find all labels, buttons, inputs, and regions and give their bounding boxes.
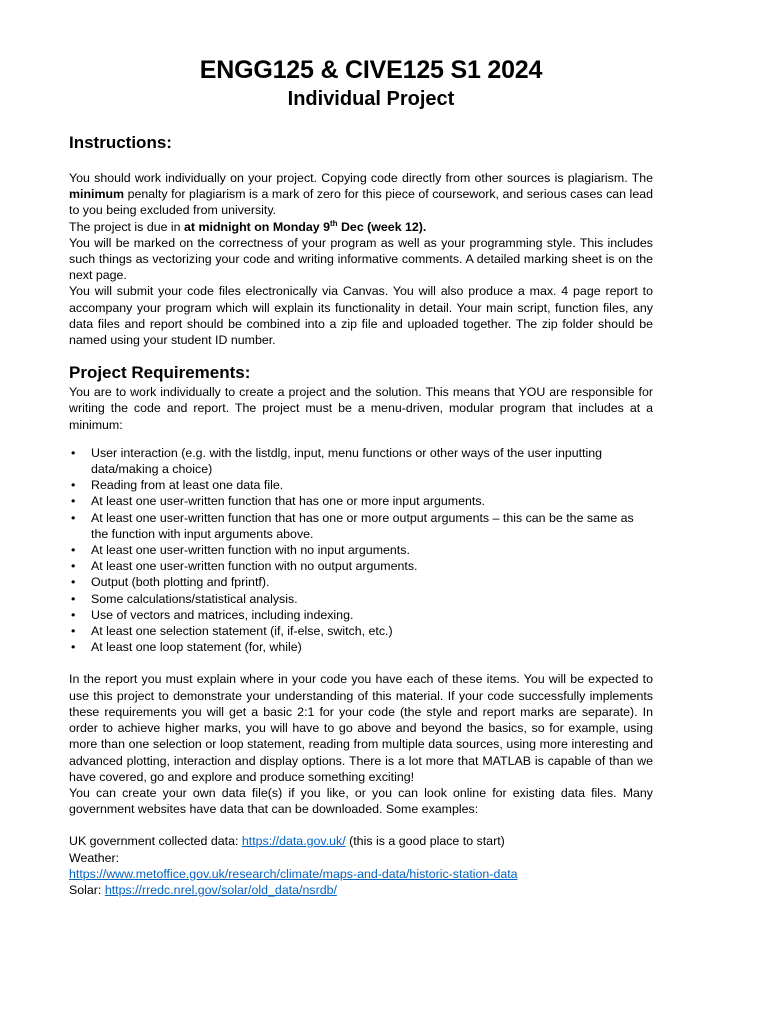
bullet-icon: • bbox=[71, 624, 76, 639]
list-item-text: Output (both plotting and fprintf). bbox=[91, 575, 270, 590]
solar-line bbox=[69, 882, 653, 898]
data-links-section bbox=[69, 833, 653, 898]
list-item-text: At least one loop statement (for, while) bbox=[91, 640, 302, 655]
list-item bbox=[69, 477, 653, 493]
bullet-icon: • bbox=[71, 494, 76, 509]
list-item bbox=[69, 542, 653, 558]
list-item bbox=[69, 510, 653, 542]
due-date-bold-2: Dec (week 12). bbox=[337, 219, 427, 234]
due-date-paragraph bbox=[69, 219, 653, 235]
bullet-icon: • bbox=[71, 575, 76, 590]
bullet-icon: • bbox=[71, 640, 76, 655]
document-subtitle: Individual Project bbox=[287, 88, 455, 110]
due-date-sup: th bbox=[329, 218, 338, 228]
list-item bbox=[69, 558, 653, 574]
bullet-icon: • bbox=[71, 510, 76, 525]
solar-label: Solar: bbox=[69, 882, 105, 897]
list-item-text: Use of vectors and matrices, including indexing. bbox=[91, 607, 354, 622]
weather-link[interactable]: https://www.metoffice.gov.uk/research/climate/maps-and-data/historic-station-data bbox=[69, 866, 518, 881]
list-item-text: At least one selection statement (if, if-else, switch, etc.) bbox=[91, 624, 393, 639]
uk-data-line bbox=[69, 833, 653, 849]
bullet-icon: • bbox=[71, 559, 76, 574]
requirements-list bbox=[69, 445, 653, 656]
bullet-icon: • bbox=[71, 591, 76, 606]
plagiarism-text-2: penalty for plagiarism is a mark of zero for this piece of coursework, and serious cases can lead to you being excluded from university. bbox=[69, 187, 653, 218]
requirements-intro: You are to work individually to create a project and the solution. This means that YOU are responsible for writing the code and report. The project must be a menu-driven, modular program that includes at a minimum: bbox=[69, 385, 653, 432]
bullet-icon: • bbox=[71, 543, 76, 558]
list-item bbox=[69, 574, 653, 590]
instructions-section bbox=[69, 170, 653, 348]
weather-label: Weather: bbox=[69, 850, 120, 865]
due-date-text: The project is due in bbox=[69, 219, 185, 234]
list-item bbox=[69, 639, 653, 655]
list-item-text: Reading from at least one data file. bbox=[91, 478, 284, 493]
list-item-text: At least one user-written function that has one or more output arguments – this can be the same as the function with input arguments above. bbox=[91, 510, 634, 541]
bullet-icon: • bbox=[71, 478, 76, 493]
uk-data-label: UK government collected data: bbox=[69, 834, 242, 849]
list-item bbox=[69, 445, 653, 477]
due-date-bold bbox=[184, 220, 426, 234]
list-item bbox=[69, 591, 653, 607]
plagiarism-paragraph bbox=[69, 170, 653, 219]
requirements-heading: Project Requirements: bbox=[69, 363, 251, 383]
list-item-text: At least one user-written function with no input arguments. bbox=[91, 543, 410, 558]
bullet-icon: • bbox=[71, 607, 76, 622]
list-item bbox=[69, 493, 653, 509]
weather-line bbox=[69, 866, 653, 882]
uk-data-link[interactable]: https://data.gov.uk/ bbox=[241, 834, 346, 849]
list-item bbox=[69, 607, 653, 623]
data-files-paragraph: You can create your own data file(s) if you like, or you can look online for existing data files. Many government websites have data that can be downloaded. Some examples: bbox=[69, 785, 653, 817]
submission-paragraph: You will submit your code files electronically via Canvas. You will also produce a max. 4 page report to accompany your program which will explain its functionality in detail. Your main script, function files, any data files and report should be combined into a zip file and uploaded together. The zip folder should be named using your student ID number. bbox=[69, 284, 653, 348]
due-date-bold-1: at midnight on Monday 9 bbox=[184, 219, 330, 234]
list-item-text: Some calculations/statistical analysis. bbox=[91, 591, 298, 606]
report-section bbox=[69, 671, 653, 817]
list-item-text: At least one user-written function with no output arguments. bbox=[91, 559, 418, 574]
uk-data-note: (this is a good place to start) bbox=[345, 834, 505, 849]
plagiarism-text-1: You should work individually on your project. Copying code directly from other sources is plagiarism. The bbox=[69, 171, 653, 185]
document-title: ENGG125 & CIVE125 S1 2024 bbox=[199, 56, 543, 84]
list-item-text: At least one user-written function that has one or more input arguments. bbox=[91, 494, 485, 509]
marking-paragraph: You will be marked on the correctness of your program as well as your programming style. This includes such things as vectorizing your code and writing informative comments. A detailed marking sheet is on the next page. bbox=[69, 235, 653, 283]
list-item-text: User interaction (e.g. with the listdlg, input, menu functions or other ways of the user inputting data/making a choice) bbox=[91, 445, 603, 477]
instructions-heading: Instructions: bbox=[69, 133, 172, 152]
solar-link[interactable]: https://rredc.nrel.gov/solar/old_data/nsrdb/ bbox=[104, 882, 337, 897]
list-item bbox=[69, 623, 653, 639]
bullet-icon: • bbox=[71, 445, 76, 460]
report-paragraph: In the report you must explain where in your code you have each of these items. You will be expected to use this project to demonstrate your understanding of this material. If your code successfully implements these requirements you will get a basic 2:1 for your code (the style and report marks are separate). In order to achieve higher marks, you will have to go above and beyond the basics, so for example, using more than one selection or loop statement, reading from multiple data sources, using more interesting and advanced plotting, interaction and display options. There is a lot more that MATLAB is capable of than we have covered, go and explore and produce something exciting! bbox=[69, 672, 653, 784]
plagiarism-bold: minimum bbox=[69, 187, 125, 202]
